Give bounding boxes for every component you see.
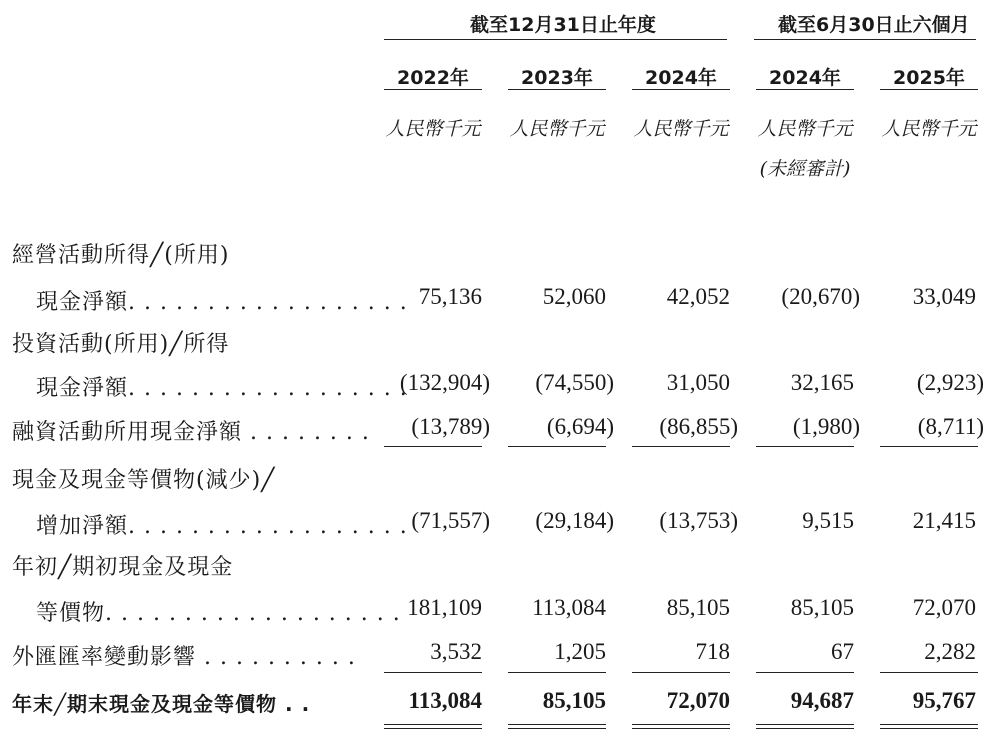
subtotal-rule — [508, 672, 606, 673]
row-label-investing-1: 投資活動(所用)╱所得 — [12, 332, 230, 357]
col-rule-2024 — [632, 89, 730, 90]
row-label-opening-1: 年初╱期初現金及現金 — [12, 555, 234, 580]
value-cell: 2,282 — [924, 639, 976, 664]
value-cell: 42,052 — [666, 284, 730, 309]
subtotal-rule — [880, 672, 978, 673]
col-rule-2023 — [508, 89, 606, 90]
row-label-net-change-1: 現金及現金等價物(減少)╱ — [12, 468, 276, 493]
subtotal-rule — [756, 446, 854, 447]
row-label-net-change-2: 增加淨額. . . . . . . . . . . . . . . . . . — [36, 514, 408, 539]
value-cell: (2,923) — [916, 370, 984, 395]
value-cell: 718 — [695, 639, 730, 664]
period-group-rule — [754, 39, 976, 40]
value-cell: 33,049 — [912, 284, 976, 309]
total-value-cell: 94,687 — [790, 688, 854, 713]
total-value-cell: 113,084 — [408, 688, 482, 713]
row-label-opening-2: 等價物. . . . . . . . . . . . . . . . . . . — [36, 601, 401, 626]
col-rule-2025-half — [880, 89, 978, 90]
col-year-2023: 2023年 — [521, 67, 593, 89]
total-double-rule — [508, 724, 606, 729]
subtotal-rule — [880, 446, 978, 447]
year-group-header: 截至12月31日止年度 — [470, 14, 656, 36]
subtotal-rule — [632, 446, 730, 447]
col-year-2024: 2024年 — [645, 67, 717, 89]
total-double-rule — [384, 724, 482, 729]
col-rule-2022 — [384, 89, 482, 90]
subtotal-rule — [384, 672, 482, 673]
value-cell: (8,711) — [917, 414, 984, 439]
value-cell: 113,084 — [532, 595, 606, 620]
row-label-investing-2: 現金淨額. . . . . . . . . . . . . . . . . . — [36, 376, 408, 401]
row-label-financing: 融資活動所用現金淨額 . . . . . . . . — [12, 420, 370, 445]
value-cell: 31,050 — [666, 370, 730, 395]
total-value-cell: 85,105 — [542, 688, 606, 713]
col-unit-2023: 人民幣千元 — [509, 118, 605, 140]
value-cell: 3,532 — [430, 639, 482, 664]
total-value-cell: 72,070 — [666, 688, 730, 713]
col-unit-2024-half: 人民幣千元 — [757, 118, 853, 140]
value-cell: 1,205 — [554, 639, 606, 664]
value-cell: 85,105 — [790, 595, 854, 620]
value-cell: 181,109 — [407, 595, 482, 620]
value-cell: 72,070 — [912, 595, 976, 620]
total-value-cell: 95,767 — [912, 688, 976, 713]
value-cell: (29,184) — [535, 508, 614, 533]
row-label-operating-2: 現金淨額. . . . . . . . . . . . . . . . . . — [36, 290, 408, 315]
value-cell: 67 — [831, 639, 854, 664]
subtotal-rule — [756, 672, 854, 673]
col-unit-2025-half: 人民幣千元 — [881, 118, 977, 140]
col-rule-2024-half — [756, 89, 854, 90]
subtotal-rule — [508, 446, 606, 447]
value-cell: (13,753) — [659, 508, 738, 533]
subtotal-rule — [384, 446, 482, 447]
col-unit-2024: 人民幣千元 — [633, 118, 729, 140]
value-cell: (6,694) — [546, 414, 614, 439]
value-cell: (1,980) — [792, 414, 860, 439]
total-double-rule — [632, 724, 730, 729]
value-cell: 75,136 — [418, 284, 482, 309]
year-group-rule — [384, 39, 727, 40]
value-cell: 32,165 — [790, 370, 854, 395]
value-cell: (132,904) — [399, 370, 490, 395]
col-note-unaudited: (未經審計) — [759, 158, 851, 180]
value-cell: (20,670) — [781, 284, 860, 309]
total-double-rule — [756, 724, 854, 729]
col-year-2022: 2022年 — [397, 67, 469, 89]
value-cell: (71,557) — [411, 508, 490, 533]
value-cell: 52,060 — [542, 284, 606, 309]
value-cell: 85,105 — [666, 595, 730, 620]
value-cell: 9,515 — [802, 508, 854, 533]
total-double-rule — [880, 724, 978, 729]
row-label-fx-effect: 外匯匯率變動影響 . . . . . . . . . . — [12, 645, 356, 670]
value-cell: (86,855) — [659, 414, 738, 439]
row-label-operating-1: 經營活動所得╱(所用) — [12, 243, 230, 268]
row-label-closing-total: 年末╱期末現金及現金等價物 . . — [12, 692, 311, 716]
subtotal-rule — [632, 672, 730, 673]
col-year-2025-half: 2025年 — [893, 67, 965, 89]
period-group-header: 截至6月30日止六個月 — [778, 14, 970, 36]
value-cell: (13,789) — [411, 414, 490, 439]
col-year-2024-half: 2024年 — [769, 67, 841, 89]
value-cell: (74,550) — [535, 370, 614, 395]
col-unit-2022: 人民幣千元 — [385, 118, 481, 140]
value-cell: 21,415 — [912, 508, 976, 533]
